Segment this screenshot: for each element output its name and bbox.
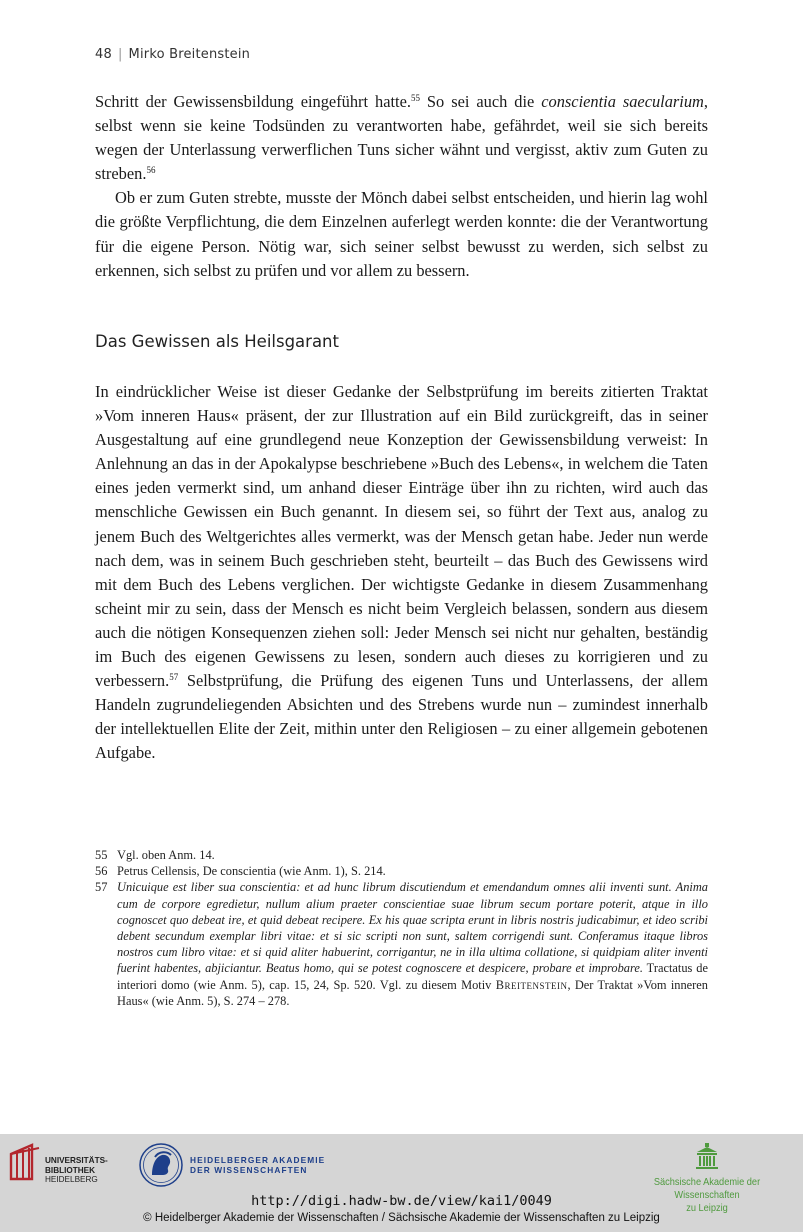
ub-heidelberg-logo[interactable] (8, 1142, 108, 1185)
permalink-url[interactable]: http://digi.hadw-bw.de/view/kai1/0049 (251, 1193, 552, 1209)
digitization-footer (0, 1134, 803, 1232)
footnote-55 (95, 847, 708, 863)
footnote-ref-55[interactable]: 55 (410, 93, 420, 103)
footnote-number: 57 (95, 880, 108, 895)
paragraph-1-text-b: So sei auch die (419, 92, 542, 111)
footnote-text (117, 879, 708, 1009)
footnote-number: 56 (95, 864, 108, 879)
ub-name-line-3: HEIDELBERG (45, 1175, 98, 1184)
hadw-name (190, 1155, 325, 1176)
running-head (95, 47, 250, 62)
footnote-57 (95, 879, 708, 1009)
footnote-ref-56[interactable]: 56 (146, 165, 156, 176)
footnote-56 (95, 863, 708, 879)
hadw-logo[interactable] (138, 1142, 325, 1188)
hadw-name-line-2: DER WISSENSCHAFTEN (190, 1165, 308, 1175)
paragraph-3-text-a: In eindrücklicher Weise ist dieser Gedanke der Selbstprüfung im bereits zitierten Traktat »Vom inneren Haus« präsent, der zur Illustration auf ein Bild zurückgreift, das in seiner Ausgestaltung auf eine grundlegend neue Konzeption der Gewissensbildung verweist: In Anlehnung an das in der Apokalypse beschriebene »Buch des Lebens«, in welchem die Taten eines jeden vermerkt sind, um anhand dieser Einträge über ihn zu richten, wird auch das menschliche Gewissen ein Buch genannt. In diesem sei, so führt der Text aus, analog zu jenem Buch des Weltgerichtes alles vermerkt, was der Mensch getan habe. Jeder nun werde nach dem, was in seinem Buch geschrieben steht, beurteilt – das Buch des Gewissens wird mit dem Buch des Lebens verglichen. Der wichtigste Gedanke in diesem Zusammenhang scheint mir zu sein, dass der Mensch es nicht beim Vergleich belassen, sondern aus diesem auch die nötigen Konsequenzen ziehen soll: Jeder Mensch sei nicht nur gehalten, beständig im Buch des eigenen Gewissens zu lesen, sondern auch dieses zu korrigieren und zu verbessern. (95, 382, 708, 691)
saw-name-line-1: Sächsische Akademie der Wissenschaften (653, 1176, 761, 1201)
saw-name-line-2: zu Leipzig (686, 1202, 728, 1214)
paragraph-1-text-d: , selbst wenn sie keine Todsünden zu verantworten habe, gefährdet, weil sie sich bereits wegen der Unterlassung verwerflichen Tuns sicher wähnt und vergisst, aktiv zum Guten zu streben. (95, 92, 708, 184)
paragraph-1-text-a: Schritt der Gewissensbildung eingeführt hatte. (95, 92, 411, 111)
copyright-notice: © Heidelberger Akademie der Wissenschaften / Sächsische Akademie der Wissenschaften zu Leipzig (143, 1212, 660, 1224)
running-head-author: Mirko Breitenstein (128, 47, 251, 62)
footnote-number: 55 (95, 848, 108, 862)
page-number: 48 (95, 47, 112, 62)
footnotes (95, 847, 708, 1009)
paragraph-2: Ob er zum Guten strebte, musste der Mönch dabei selbst entscheiden, und hierin lag wohl die größte Verpflichtung, die dem Einzelnen auferlegt werden konnte: die der Verantwortung für die eigene Person. Nötig war, sich seiner selbst bewusst zu werden, sich selbst zu erkennen, sich selbst zu prüfen und vor allem zu bessern. (95, 188, 708, 280)
saw-building-icon (695, 1142, 719, 1170)
paragraph-1 (95, 90, 708, 186)
ub-heidelberg-name (45, 1156, 108, 1185)
ub-name-line-1: UNIVERSITÄTS- (45, 1156, 108, 1165)
paragraph-1-italic-term: conscientia saecularium (541, 92, 704, 111)
athena-head-icon (138, 1142, 184, 1188)
ub-name-line-2: BIBLIOTHEK (45, 1165, 96, 1175)
footnote-citation-a: Tractatus de interiori domo (wie Anm. 5), cap. 15, 24, Sp. 520. Vgl. zu diesem Motiv (117, 961, 708, 992)
paragraph-3 (95, 380, 708, 766)
paragraph-3-block (95, 380, 708, 766)
paragraph-3-text-b: Selbstprüfung, die Prüfung des eigenen Tuns und Unterlassens, der allem Handeln zugrundeliegenden Absichten und des Strebens wurde nun – zumindest innerhalb der intellektuellen Elite der Zeit, mithin unter den Religiosen – zu einer allgemein gebotenen Aufgabe. (95, 671, 708, 763)
footnote-text: Petrus Cellensis, De conscientia (wie Anm. 1), S. 214. (117, 864, 386, 879)
ub-heidelberg-emblem-icon (8, 1142, 42, 1182)
paragraph-1-block (95, 90, 708, 283)
footnote-text: Vgl. oben Anm. 14. (117, 848, 215, 862)
footnote-citation-b: , Der Traktat »Vom inneren Haus« (wie Anm. 5), S. 274 – 278. (117, 977, 708, 1008)
footnote-latin-quote: Unicuique est liber sua conscientia: et ad hunc librum discutiendum et emendandum omnes alii inventi sunt. Anima cum de corpore egredietur, nullum alium praeter conscientiae suae librum secum portare poterit, atque in illo cognoscet quo debeat ire, et quid debeat recipere. Ex his quae scripta erunt in libris nostris judicabimur, et ideo scribi debent secundum exemplar libri vitae: et si sic scripti non sunt, saltem corrigendi sunt. Conferamus itaque libros nostros cum libro vitae: et si quid aliter habuerint, corrigantur, ne in illa ultima collatione, si quidpiam aliter inventi fuerint habentes, abjiciantur. Beatus homo, qui se potest cognoscere et despicere, probare et improbare. (117, 880, 708, 976)
footnote-ref-57[interactable]: 57 (169, 672, 179, 683)
hadw-name-line-1: HEIDELBERGER AKADEMIE (190, 1154, 326, 1165)
section-heading: Das Gewissen als Heilsgarant (95, 332, 339, 351)
footnote-author-smallcaps: Breitenstein (495, 977, 568, 992)
header-separator: | (117, 47, 123, 62)
